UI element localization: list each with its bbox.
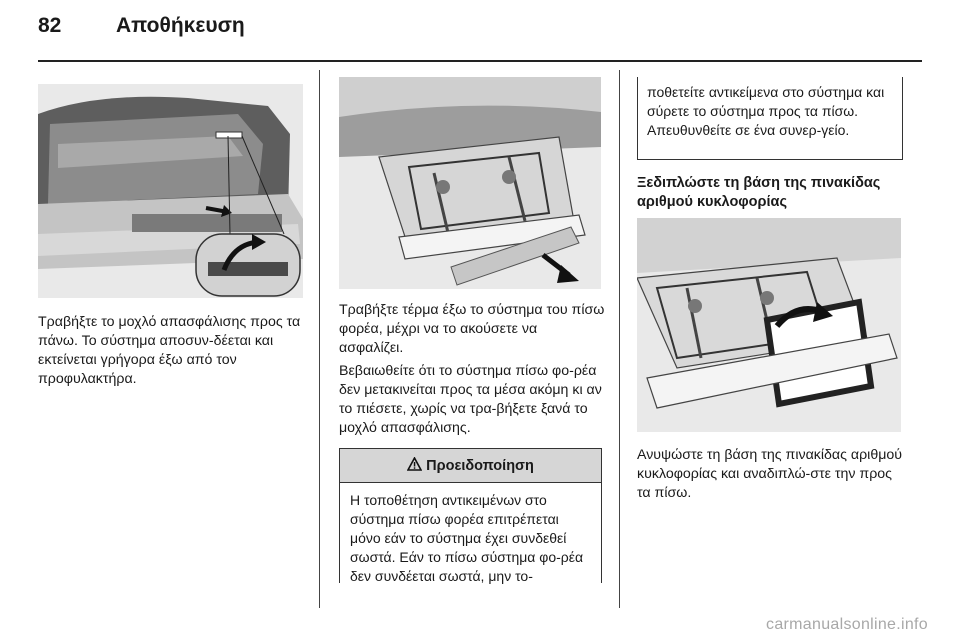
column2-text	[339, 301, 605, 442]
warning-title: Προειδοποίηση	[426, 457, 534, 474]
bumper-illustration	[38, 84, 303, 298]
caption-release-lever: Τραβήξτε το μοχλό απασφάλισης προς τα πάνω. Το σύστημα αποσυν-δέεται και εκτείνεται γρήγορα έξω από τον προφυλακτήρα.	[38, 314, 301, 387]
warning-header	[340, 449, 601, 483]
figure-carrier-pullout	[339, 77, 601, 289]
page-title: Αποθήκευση	[116, 14, 245, 37]
figure-license-plate-bracket	[637, 218, 901, 432]
paragraph-pull-out: Τραβήξτε τέρμα έξω το σύστημα του πίσω φορέα, μέχρι να το ακούσετε να ασφαλίζει.	[339, 302, 605, 356]
watermark: carmanualsonline.info	[766, 616, 928, 633]
warning-text: Η τοποθέτηση αντικειμένων στο σύστημα πίσω φορέα επιτρέπεται μόνο εάν το σύστημα έχει συνδεθεί σωστά. Εάν το πίσω σύστημα φο-ρέα δεν συνδέεται σωστά, μην το-	[350, 492, 584, 584]
section-subheading: Ξεδιπλώστε τη βάση της πινακίδας αριθμού κυκλοφορίας	[637, 175, 881, 210]
column-divider	[319, 70, 320, 608]
figure-bumper-release-lever	[38, 84, 303, 298]
header-rule	[38, 60, 922, 62]
carrier-illustration	[339, 77, 601, 289]
caption-unfold-bracket: Ανυψώστε τη βάση της πινακίδας αριθμού κυκλοφορίας και αναδιπλώ-στε την προς τα πίσω.	[637, 447, 903, 501]
page-number: 82	[38, 14, 62, 37]
warning-triangle-icon	[407, 457, 422, 475]
page-header	[38, 14, 245, 38]
warning-box	[339, 448, 602, 583]
paragraph-check-locked: Βεβαιωθείτε ότι το σύστημα πίσω φο-ρέα δεν μετακινείται προς τα μέσα ακόμη κι αν το πιέσετε, χωρίς να τρα-βήξετε ξανά το μοχλό απασφάλισης.	[339, 363, 602, 436]
warning-continued: ποθετείτε αντικείμενα στο σύστημα και σύρετε το σύστημα προς τα πίσω. Απευθυνθείτε σε ένα συνερ-γείο.	[637, 77, 903, 160]
license-bracket-illustration	[637, 218, 901, 432]
column-divider	[619, 70, 620, 608]
